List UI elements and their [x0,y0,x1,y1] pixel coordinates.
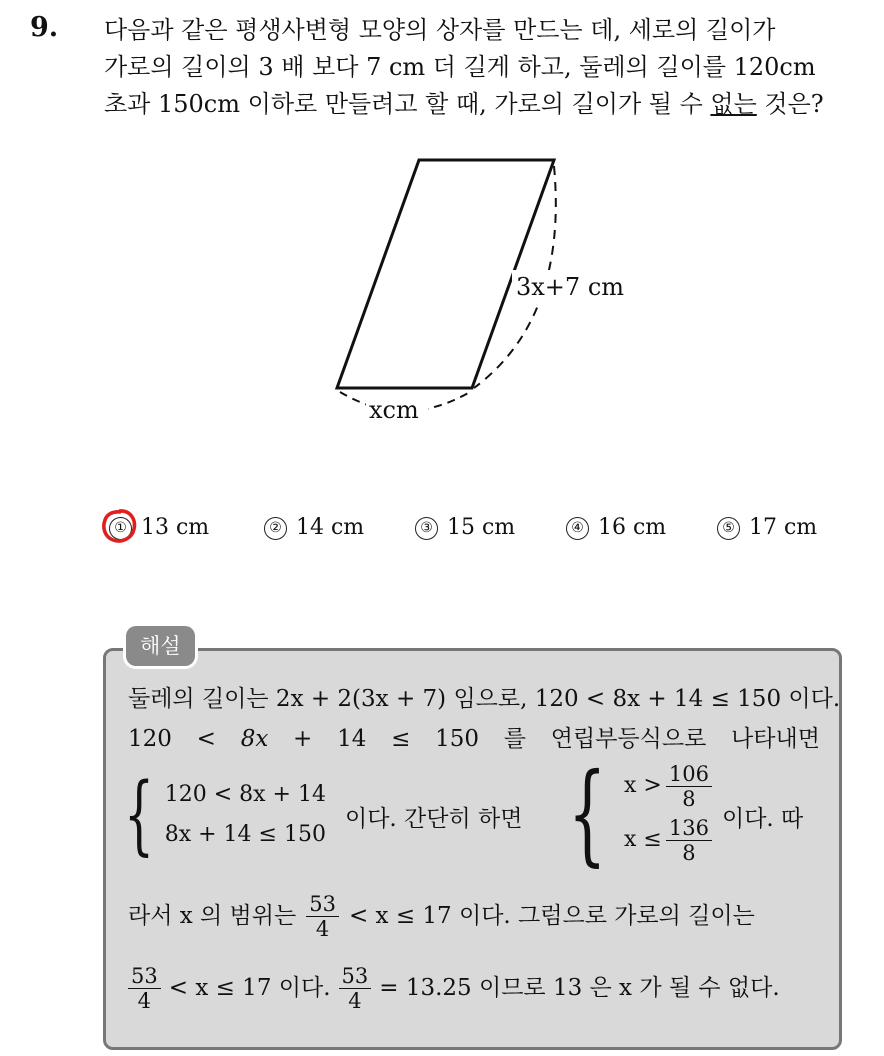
choice-1[interactable] [109,508,209,548]
solution-line-2-token: 8x [240,726,269,752]
solution-line-2-token: 14 [337,726,367,752]
choice-5[interactable] [717,508,817,548]
inequality-system-2 [568,749,716,877]
fraction-136-over-8: $\frac{136}{8}$ [666,816,712,865]
solution-line-2-token: < [196,726,216,752]
solution-line-5-mid: < x ≤ 17 이다. [168,975,331,1001]
system-1-row-1: 120 < 8x + 14 [164,782,326,807]
system-2-row-1: x > $\frac{106}{8}$ [624,759,716,813]
solution-line-2-token: 연립부등식으로 [550,726,707,752]
choice-4[interactable] [566,508,666,548]
solution-line-4-post: < x ≤ 17 이다. 그럼으로 가로의 길이는 [348,903,755,929]
solution-line-5-post: = 13.25 이므로 13 은 x 가 될 수 없다. [379,975,780,1001]
red-circle-mark-icon [101,508,137,544]
question-number: 9. [30,12,59,43]
left-brace-icon: { [568,749,607,877]
choice-1-number: ① [109,517,132,540]
bottom-length-label: xcm [369,396,419,424]
parallelogram-figure [300,148,660,438]
solution-line-2-token: 120 [128,726,172,752]
system-2-row-2: x ≤ $\frac{136}{8}$ [624,813,716,867]
question-line-2: 가로의 길이의 3 배 보다 7 cm 더 길게 하고, 둘레의 길이를 120cm [104,53,816,81]
choice-2-number: ② [264,517,287,540]
fraction-106-over-8: $\frac{106}{8}$ [666,762,712,811]
question-underlined-word: 없는 [710,90,757,118]
solution-line-5 [128,960,780,1016]
choice-3-number: ③ [415,517,438,540]
fraction-53-over-4: $\frac{53}{4}$ [128,964,161,1013]
choice-3[interactable] [415,508,515,548]
question-line-3 [104,88,824,120]
choice-4-text: 16 cm [598,515,667,540]
fraction-53-over-4: $\frac{53}{4}$ [339,964,372,1013]
fraction-53-over-4: $\frac{53}{4}$ [306,892,339,941]
left-brace-icon: { [124,765,155,865]
solution-tag: 해설 [126,626,195,666]
question-line-3-pre: 초과 150cm 이하로 만들려고 할 때, 가로의 길이가 될 수 [104,90,711,118]
solution-line-2-token: + [293,726,313,752]
system-1-row-2: 8x + 14 ≤ 150 [164,822,326,847]
solution-line-2-token: 를 [503,726,527,752]
solution-line-2 [128,724,820,754]
choice-4-number: ④ [566,517,589,540]
question-line-1: 다음과 같은 평생사변형 모양의 상자를 만드는 데, 세로의 길이가 [104,16,776,44]
solution-mid-text: 이다. 간단히 하면 [345,806,523,832]
choice-2-text: 14 cm [296,515,365,540]
solution-line-4 [128,888,755,944]
solution-line-4-pre: 라서 x 의 범위는 [128,903,297,929]
choice-5-text: 17 cm [749,515,818,540]
choice-3-text: 15 cm [447,515,516,540]
choice-1-text: 13 cm [141,515,210,540]
solution-line-2-token: ≤ [391,726,411,752]
solution-line-2-token: 나타내면 [731,726,820,752]
solution-end-text: 이다. 따 [722,806,804,832]
choice-2[interactable] [264,508,364,548]
inequality-system-1 [124,765,326,865]
solution-line-2-token: 150 [435,726,480,752]
answer-choices [100,508,860,552]
side-length-label: 3x+7 cm [516,273,625,301]
choice-5-number: ⑤ [717,517,740,540]
solution-line-1: 둘레의 길이는 2x + 2(3x + 7) 임으로, 120 < 8x + 14 ≤ 150 이다. [128,686,841,712]
question-line-3-post: 것은? [756,90,824,118]
